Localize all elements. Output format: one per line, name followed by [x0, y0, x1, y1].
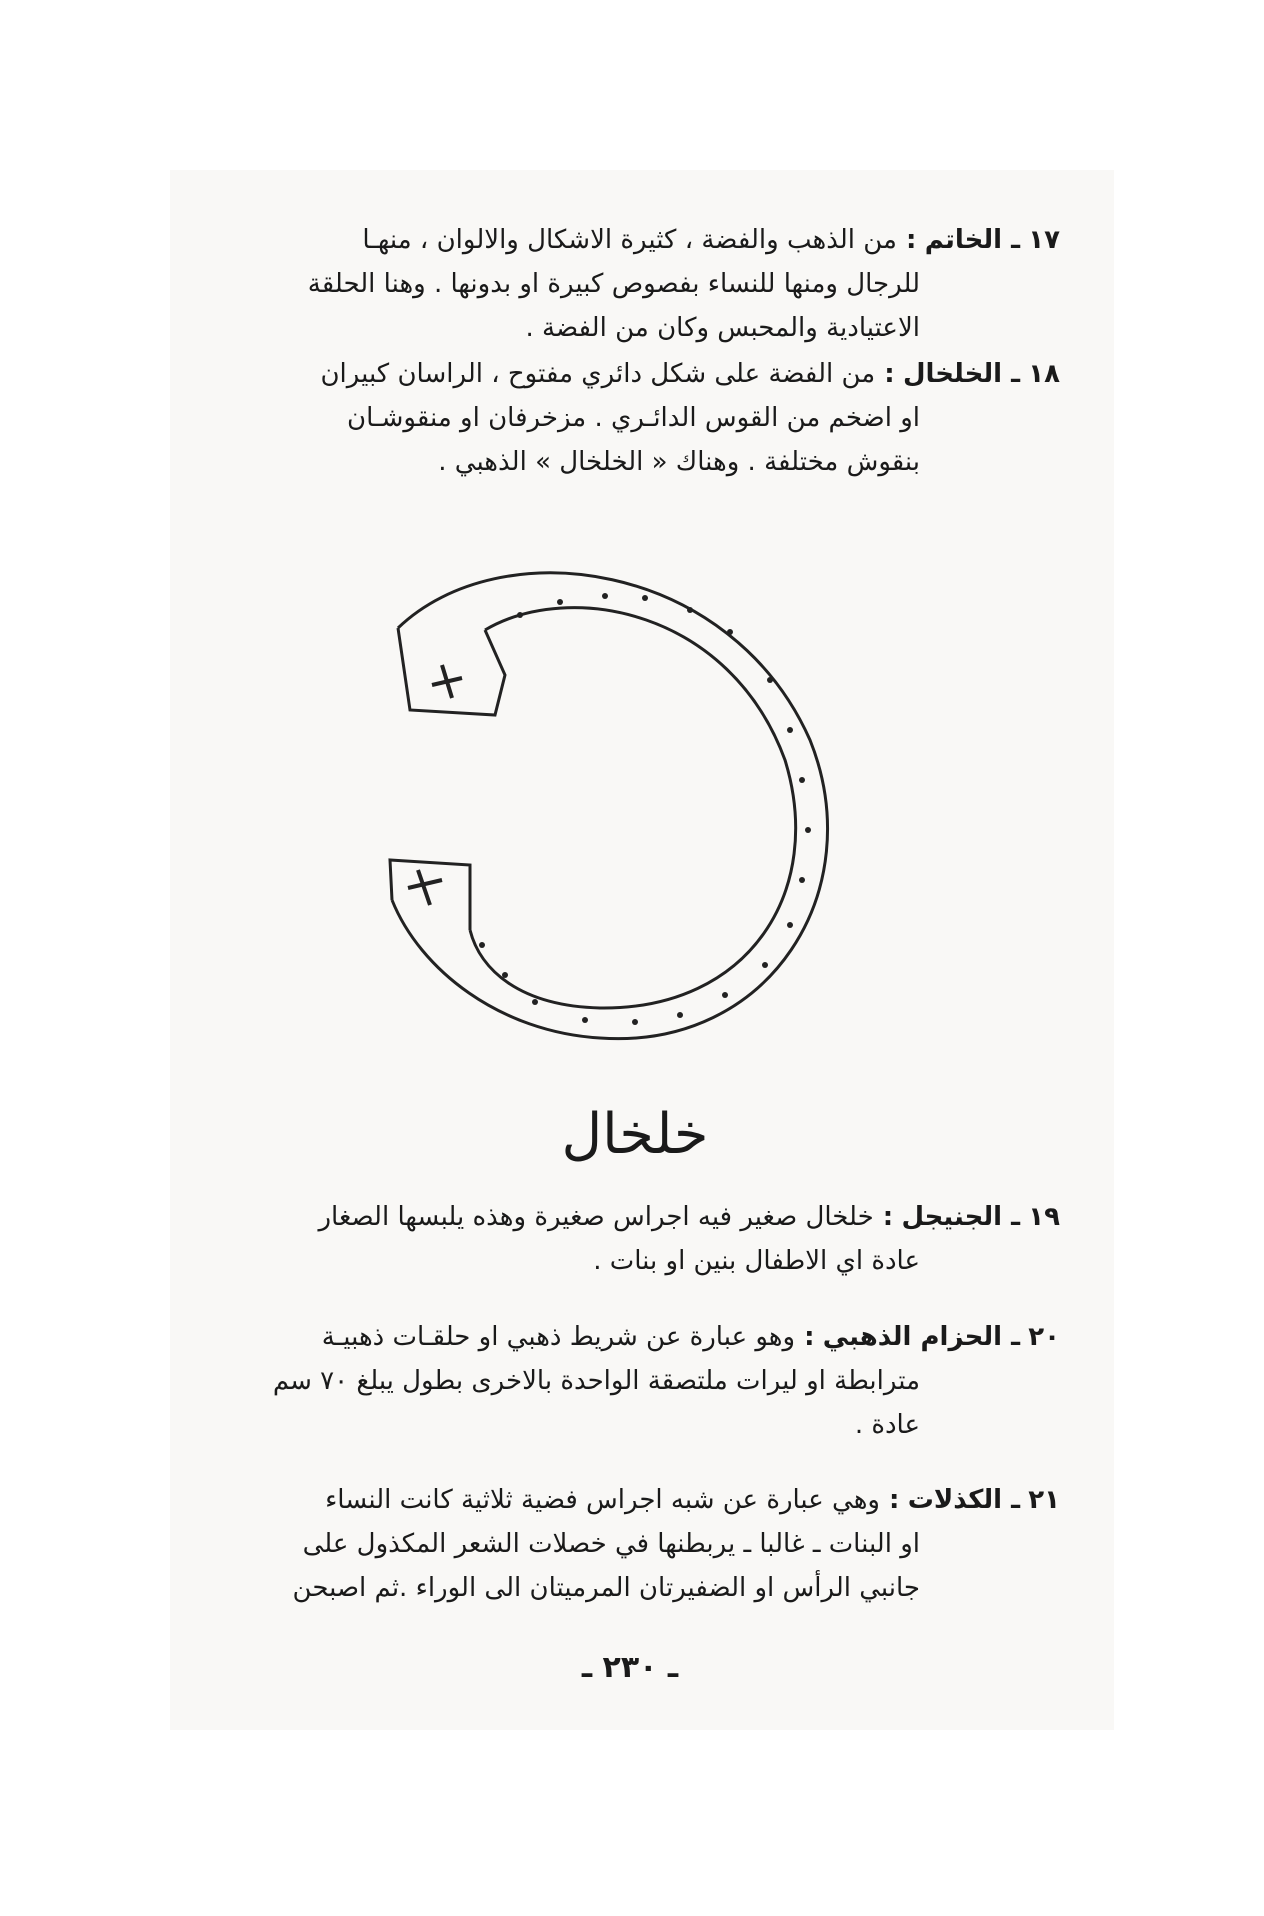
- cross-mark-icon: [432, 665, 462, 698]
- entry-text-line: عادة .: [854, 1410, 920, 1440]
- entry-term: الحزام الذهبي: [822, 1322, 1003, 1352]
- entry-number: ٢٠: [1028, 1322, 1060, 1352]
- entry-text-line: بنقوش مختلفة . وهناك « الخلخال » الذهبي .: [438, 447, 920, 477]
- entry-term: الخاتم: [924, 225, 1003, 255]
- entry-text-line: جانبي الرأس او الضفيرتان المرميتان الى الوراء .ثم اصبحن: [292, 1573, 920, 1603]
- entry-number: ٢١: [1028, 1485, 1060, 1515]
- entry-text-line: مترابطة او ليرات ملتصقة الواحدة بالاخرى بطول يبلغ ٧٠ سم: [272, 1366, 920, 1396]
- entry-text-line: من الفضة على شكل دائري مفتوح ، الراسان كبيران: [320, 359, 876, 389]
- entry-21: ٢١ ـ الكذلات : وهي عبارة عن شبه اجراس فضية ثلاثية كانت النساء او البنات ـ غالبا ـ يربطنها في خصلات الشعر المكذول على جانبي الرأس او الضفيرتان المرميتان الى الوراء .ثم اصبحن: [190, 1478, 1060, 1610]
- page-number: ـ ٢٣٠ ـ: [581, 1650, 679, 1685]
- entry-text-line: عادة اي الاطفال بنين او بنات .: [593, 1246, 920, 1276]
- entry-text-line: من الذهب والفضة ، كثيرة الاشكال والالوان ، منهـا: [362, 225, 897, 255]
- entry-number: ١٧: [1028, 225, 1060, 255]
- anklet-outer-arc: [392, 573, 828, 1039]
- entry-text-line: الاعتيادية والمحبس وكان من الفضة .: [525, 313, 920, 343]
- entry-text-line: او اضخم من القوس الدائـري . مزخرفان او منقوشـان: [347, 403, 920, 433]
- entry-number: ١٩: [1028, 1202, 1060, 1232]
- cross-mark-icon: [408, 870, 442, 905]
- entry-17: ١٧ ـ الخاتم : من الذهب والفضة ، كثيرة الاشكال والالوان ، منهـا للرجال ومنها للنساء بفصوص كبيرة او بدونها . وهنا الحلقة الاعتيادية والمحبس وكان من الفضة .: [190, 218, 1060, 350]
- entry-text-line: خلخال صغير فيه اجراس صغيرة وهذه يلبسها الصغار: [318, 1202, 874, 1232]
- entry-term: الخلخال: [902, 359, 1003, 389]
- anklet-upper-terminal: [398, 628, 505, 715]
- anklet-dots: [479, 593, 811, 1025]
- entry-20: ٢٠ ـ الحزام الذهبي : وهو عبارة عن شريط ذهبي او حلقـات ذهبيـة مترابطة او ليرات ملتصقة الواحدة بالاخرى بطول يبلغ ٧٠ سم عادة .: [190, 1315, 1060, 1447]
- entry-text-line: للرجال ومنها للنساء بفصوص كبيرة او بدونها . وهنا الحلقة: [307, 269, 920, 299]
- anklet-inner-arc: [470, 608, 796, 1008]
- entry-term: الكذلات: [907, 1485, 1003, 1515]
- entry-term: الجنيجل: [901, 1202, 1003, 1232]
- entry-text-line: وهي عبارة عن شبه اجراس فضية ثلاثية كانت النساء: [325, 1485, 880, 1515]
- entry-number: ١٨: [1028, 359, 1060, 389]
- entry-text-line: وهو عبارة عن شريط ذهبي او حلقـات ذهبيـة: [321, 1322, 796, 1352]
- figure-caption: خلخال: [561, 1102, 709, 1167]
- entry-text-line: او البنات ـ غالبا ـ يربطنها في خصلات الشعر المكذول على: [302, 1529, 920, 1559]
- entry-19: ١٩ ـ الجنيجل : خلخال صغير فيه اجراس صغيرة وهذه يلبسها الصغار عادة اي الاطفال بنين او بنات .: [190, 1195, 1060, 1283]
- entry-18: ١٨ ـ الخلخال : من الفضة على شكل دائري مفتوح ، الراسان كبيران او اضخم من القوس الدائـري . مزخرفان او منقوشـان بنقوش مختلفة . وهناك « الخلخال » الذهبي .: [190, 352, 1060, 484]
- anklet-drawing: [370, 570, 890, 1070]
